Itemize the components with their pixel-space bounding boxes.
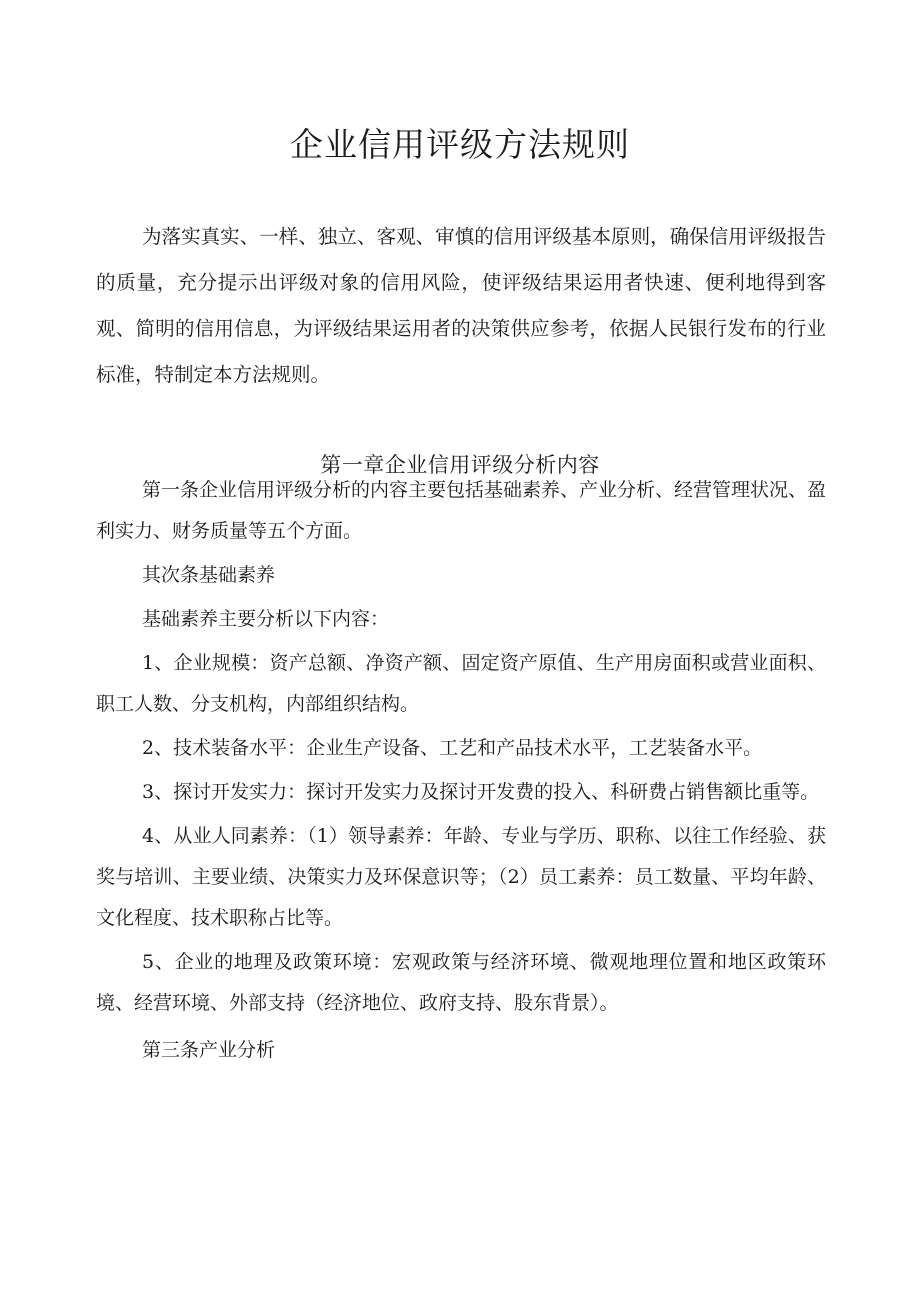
article-2-heading: 其次条基础素养 — [142, 564, 276, 586]
article-1-paragraph: 第一条企业信用评级分析的内容主要包括基础素养、产业分析、经营管理状况、盈利实力、财务质量等五个方面。 — [96, 479, 827, 542]
list-item-technical-equipment: 2、技术装备水平：企业生产设备、工艺和产品技术水平，工艺装备水平。 — [142, 737, 763, 759]
list-item-geography-policy: 5、企业的地理及政策环境：宏观政策与经济环境、微观地理位置和地区政策环境、经营环境、外部支持（经济地位、政府支持、股东背景）。 — [96, 951, 826, 1014]
intro-paragraph: 为落实真实、一样、独立、客观、审慎的信用评级基本原则，确保信用评级报告的质量，充分提示出评级对象的信用风险，使评级结果运用者快速、便利地得到客观、简明的信用信息，为评级结果运用者的决策供应参考，依据人民银行发布的行业标准，特制定本方法规则。 — [96, 225, 826, 386]
list-item-research-development: 3、探讨开发实力：探讨开发实力及探讨开发费的投入、科研费占销售额比重等。 — [142, 781, 820, 803]
chapter-title: 第一章企业信用评级分析内容 — [320, 453, 600, 478]
article-3-heading: 第三条产业分析 — [142, 1039, 276, 1061]
list-item-personnel-quality: 4、从业人同素养：（1）领导素养：年龄、专业与学历、职称、以往工作经验、获奖与培训、主要业绩、决策实力及环保意识等；（2）员工素养：员工数量、平均年龄、文化程度、技术职称占比等。 — [96, 825, 826, 929]
chapter-body — [96, 470, 826, 1071]
list-item-enterprise-scale: 1、企业规模：资产总额、净资产额、固定资产原值、生产用房面积或营业面积、职工人数、分支机构，内部组织结构。 — [96, 652, 826, 715]
basic-quality-intro: 基础素养主要分析以下内容： — [142, 608, 390, 630]
document-title: 企业信用评级方法规则 — [290, 125, 630, 165]
